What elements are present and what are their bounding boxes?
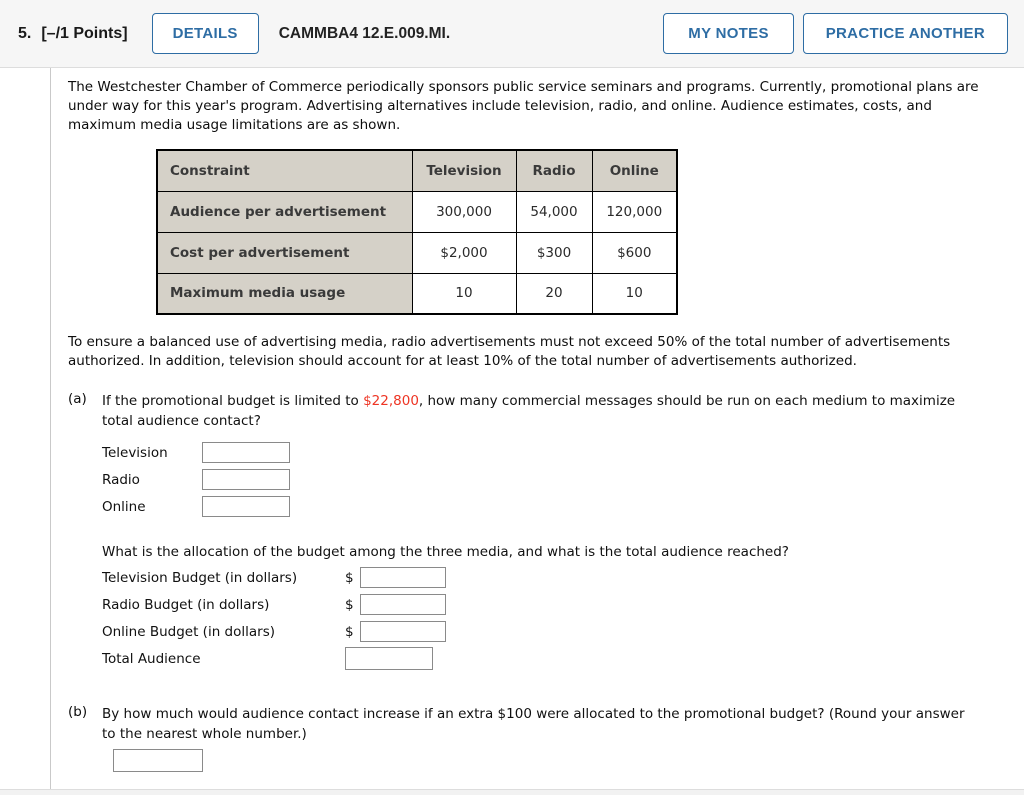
max-usage-radio-value: 20 xyxy=(516,273,592,314)
online-budget-label: Online Budget (in dollars) xyxy=(102,623,276,640)
col-header-radio: Radio xyxy=(516,150,592,191)
part-a-question xyxy=(102,391,974,431)
radio-budget-input[interactable] xyxy=(360,594,446,615)
cost-online-value: $600 xyxy=(592,232,677,273)
part-b-section xyxy=(68,704,1004,744)
audience-television-value: 300,000 xyxy=(412,191,516,232)
part-b-label: (b) xyxy=(68,704,88,720)
question-content xyxy=(50,68,1024,789)
practice-another-button[interactable]: PRACTICE ANOTHER xyxy=(803,13,1008,54)
constraint-table xyxy=(156,149,678,315)
cost-television-value: $2,000 xyxy=(412,232,516,273)
television-label: Television xyxy=(102,444,168,461)
table-header-row xyxy=(157,150,677,191)
allocation-question: What is the allocation of the budget among the three media, and what is the total audience reached? xyxy=(102,544,789,560)
part-a-question-pre: If the promotional budget is limited to xyxy=(102,393,364,409)
radio-label: Radio xyxy=(102,471,140,488)
part-a-label: (a) xyxy=(68,391,87,407)
dollar-sign: $ xyxy=(345,623,354,640)
part-a-question-post: , how many commercial messages should be run on each medium to maximize total audience contact? xyxy=(102,393,956,429)
row-label-cost: Cost per advertisement xyxy=(157,232,412,273)
part-a-body xyxy=(102,391,1004,672)
table-row xyxy=(157,232,677,273)
col-header-constraint: Constraint xyxy=(157,150,412,191)
audience-radio-value: 54,000 xyxy=(516,191,592,232)
cost-radio-value: $300 xyxy=(516,232,592,273)
television-budget-row xyxy=(102,564,1004,591)
television-budget-label: Television Budget (in dollars) xyxy=(102,569,298,586)
dollar-sign: $ xyxy=(345,569,354,586)
part-a-budget-value: $22,800 xyxy=(363,393,419,409)
question-points: [–/1 Points] xyxy=(41,24,128,42)
table-row xyxy=(157,191,677,232)
row-label-max-usage: Maximum media usage xyxy=(157,273,412,314)
radio-answer-row xyxy=(102,466,1004,493)
question-header-bar xyxy=(0,0,1024,68)
television-answer-row xyxy=(102,439,1004,466)
question-number: 5. xyxy=(18,24,32,42)
my-notes-button[interactable]: MY NOTES xyxy=(663,13,793,54)
online-budget-row xyxy=(102,618,1004,645)
question-id: CAMMBA4 12.E.009.MI. xyxy=(278,24,451,42)
next-question-divider xyxy=(0,789,1024,795)
part-b-body xyxy=(102,704,1004,744)
television-answer-input[interactable] xyxy=(202,442,290,463)
online-label: Online xyxy=(102,498,146,515)
row-label-audience: Audience per advertisement xyxy=(157,191,412,232)
radio-budget-row xyxy=(102,591,1004,618)
budget-answer-rows xyxy=(102,564,1004,672)
television-budget-input[interactable] xyxy=(360,567,446,588)
media-answer-rows xyxy=(102,439,1004,520)
table-row xyxy=(157,273,677,314)
audience-online-value: 120,000 xyxy=(592,191,677,232)
part-b-answer-input[interactable] xyxy=(113,749,203,772)
col-header-television: Television xyxy=(412,150,516,191)
total-audience-input[interactable] xyxy=(345,647,433,670)
part-b-question: By how much would audience contact increase if an extra $100 were allocated to the promotional budget? (Round your answer to the nearest whole number.) xyxy=(102,706,965,742)
constraint-note-paragraph: To ensure a balanced use of advertising media, radio advertisements must not exceed 50% of the total number of advertisements authorized. In addition, television should account for at least 10% of the total number of advertisements authorized. xyxy=(68,334,951,369)
total-audience-label: Total Audience xyxy=(102,650,201,667)
online-answer-input[interactable] xyxy=(202,496,290,517)
online-budget-input[interactable] xyxy=(360,621,446,642)
details-button[interactable]: DETAILS xyxy=(152,13,259,54)
total-audience-row xyxy=(102,645,1004,672)
dollar-sign: $ xyxy=(345,596,354,613)
col-header-online: Online xyxy=(592,150,677,191)
radio-answer-input[interactable] xyxy=(202,469,290,490)
max-usage-television-value: 10 xyxy=(412,273,516,314)
online-answer-row xyxy=(102,493,1004,520)
max-usage-online-value: 10 xyxy=(592,273,677,314)
part-a-section xyxy=(68,391,1004,672)
radio-budget-label: Radio Budget (in dollars) xyxy=(102,596,270,613)
intro-paragraph: The Westchester Chamber of Commerce periodically sponsors public service seminars and programs. Currently, promotional plans are under way for this year's program. Advertising alternatives include television, radio, and online. Audience estimates, costs, and maximum media usage limitations are as shown. xyxy=(68,79,979,133)
